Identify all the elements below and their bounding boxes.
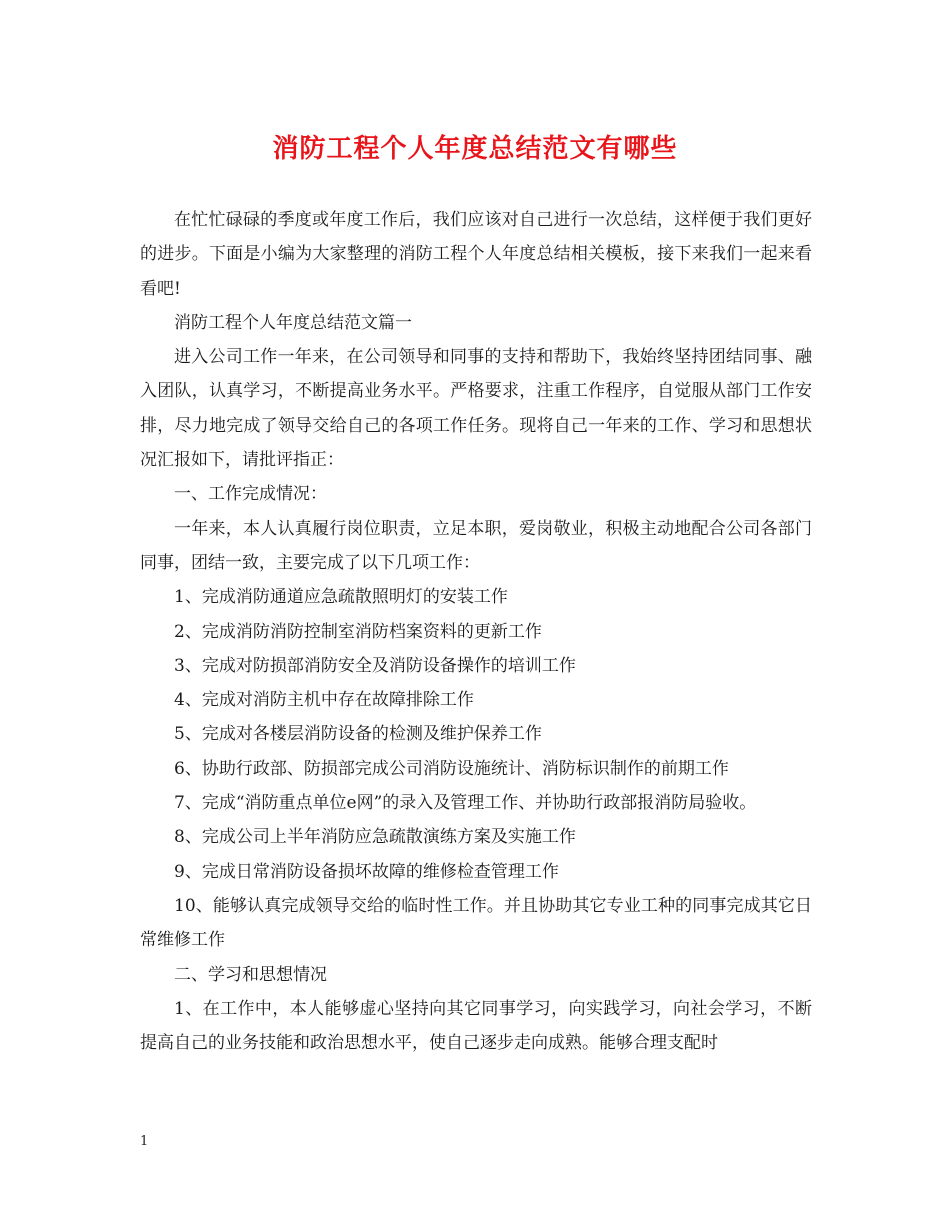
list-item-3: 3、完成对防损部消防安全及消防设备操作的培训工作 [174, 655, 576, 676]
document-title: 消防工程个人年度总结范文有哪些 [272, 134, 678, 164]
list-item-1: 1、完成消防通道应急疏散照明灯的安装工作 [174, 587, 508, 608]
paragraph-heading-study: 二、学习和思想情况 [174, 964, 327, 985]
list-item-7: 7、完成“消防重点单位e网”的录入及管理工作、并协助行政部报消防局验收。 [174, 793, 757, 814]
list-item-10: 10、能够认真完成领导交给的临时性工作。并且协助其它专业工种的同事完成其它日常维修工作 [140, 895, 812, 951]
paragraph-opening: 进入公司工作一年来，在公司领导和同事的支持和帮助下，我始终坚持团结同事、融入团队，认真学习，不断提高业务水平。严格要求，注重工作程序，自觉服从部门工作安排，尽力地完成了领导交给自己的各项工作任务。现将自己一年来的工作、学习和思想状况汇报如下，请批评指正： [140, 347, 812, 471]
paragraph-study-1: 1、在工作中，本人能够虚心坚持向其它同事学习，向实践学习，向社会学习，不断提高自己的业务技能和政治思想水平，使自己逐步走向成熟。能够合理支配时 [140, 998, 812, 1054]
list-item-9: 9、完成日常消防设备损坏故障的维修检查管理工作 [174, 861, 559, 882]
page-number: 1 [140, 1134, 149, 1149]
paragraph-work-summary: 一年来，本人认真履行岗位职责，立足本职，爱岗敬业，积极主动地配合公司各部门同事，团结一致，主要完成了以下几项工作： [140, 518, 812, 573]
list-item-4: 4、完成对消防主机中存在故障排除工作 [174, 690, 474, 711]
list-item-6: 6、协助行政部、防损部完成公司消防设施统计、消防标识制作的前期工作 [174, 758, 729, 779]
list-item-5: 5、完成对各楼层消防设备的检测及维护保养工作 [174, 724, 542, 745]
list-item-2: 2、完成消防消防控制室消防档案资料的更新工作 [174, 621, 542, 642]
paragraph-intro: 在忙忙碌碌的季度或年度工作后，我们应该对自己进行一次总结，这样便于我们更好的进步。下面是小编为大家整理的消防工程个人年度总结相关模板，接下来我们一起来看看吧! [140, 210, 812, 299]
paragraph-section-heading: 消防工程个人年度总结范文篇一 [174, 312, 412, 333]
list-item-8: 8、完成公司上半年消防应急疏散演练方案及实施工作 [174, 827, 576, 848]
paragraph-heading-work: 一、工作完成情况： [174, 484, 327, 505]
document-body [140, 203, 812, 1060]
